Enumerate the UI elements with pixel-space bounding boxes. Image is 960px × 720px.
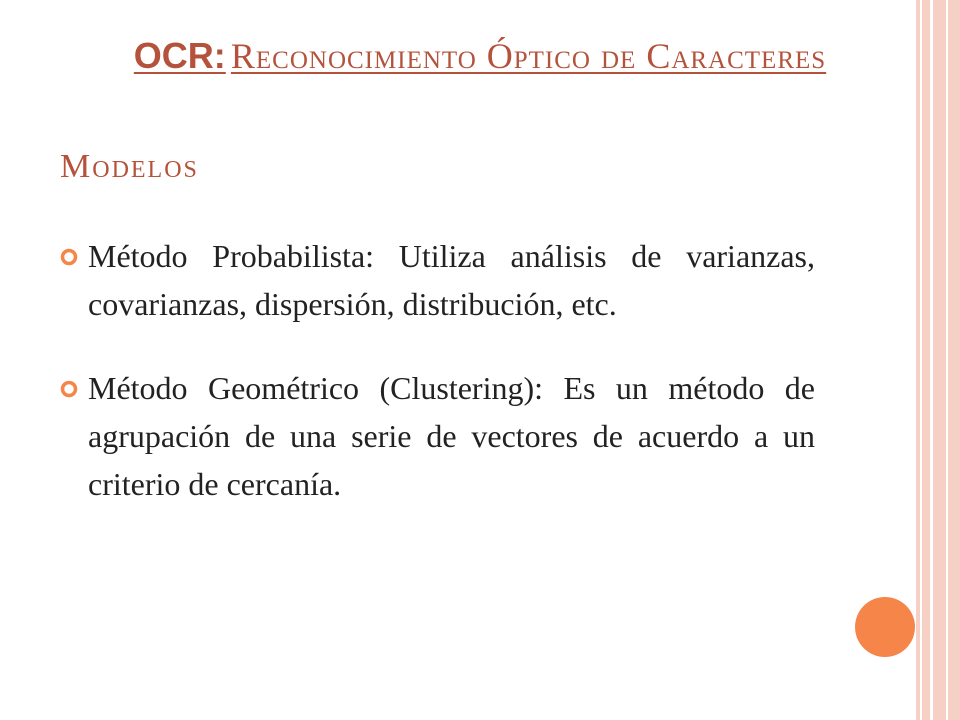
circle-bullet-icon [60, 248, 78, 266]
title-main: Reconocimiento Óptico de Caracteres [230, 36, 827, 76]
circle-bullet-icon [60, 380, 78, 398]
title-prefix: OCR: [133, 35, 226, 76]
slide-title [70, 28, 890, 91]
bullet-item [60, 364, 815, 508]
bullet-text: Método Geométrico (Clustering): Es un método de agrupación de una serie de vectores de acuerdo a un criterio de cercanía. [88, 370, 815, 502]
decorative-circle [855, 597, 915, 657]
right-stripe-line [930, 0, 933, 720]
bullet-list [60, 232, 815, 544]
right-stripe-line [920, 0, 922, 720]
right-stripe-line [946, 0, 948, 720]
bullet-item [60, 232, 815, 328]
slide-subtitle: Modelos [60, 148, 199, 185]
bullet-text: Método Probabilista: Utiliza análisis de varianzas, covarianzas, dispersión, distribución, etc. [88, 238, 815, 322]
right-decorative-band [916, 0, 960, 720]
